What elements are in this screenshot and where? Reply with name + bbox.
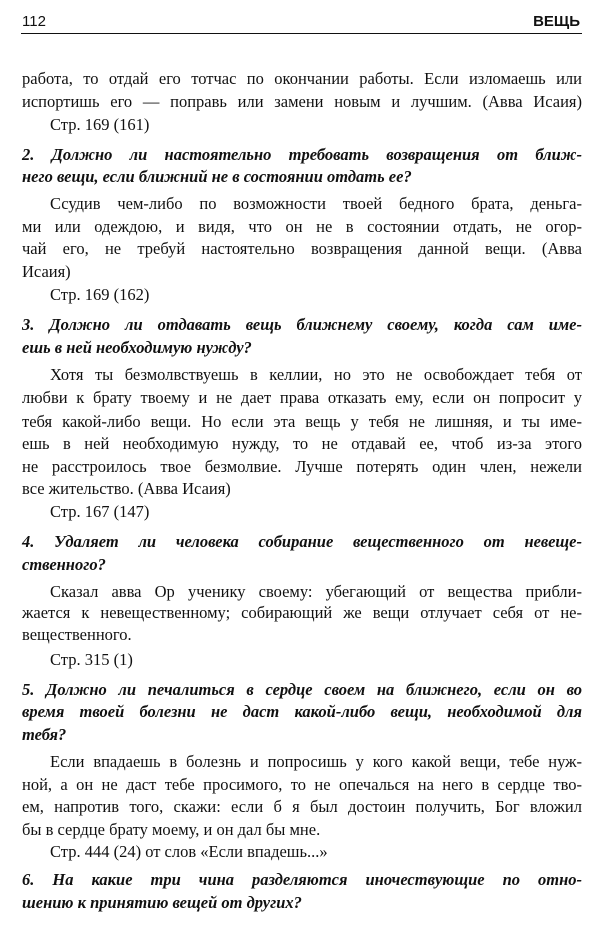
- question-heading-line: ственного?: [22, 555, 106, 574]
- paragraph-line: испортишь его — поправь или замени новым и лучшим. (Авва Исаия): [22, 92, 582, 111]
- paragraph-line: тебя какой-либо вещи. Но если эта вещь у тебя не лишняя, и ты име-: [22, 412, 582, 431]
- paragraph-line: вещественного.: [22, 625, 132, 644]
- paragraph-line: ем, напротив того, скажи: если б я был достоин получить, Бог вложил: [22, 797, 582, 816]
- page-number: 112: [22, 13, 46, 30]
- paragraph-line: не расстроилось твое безмолвие. Лучше потерять один член, нежели: [22, 457, 582, 476]
- paragraph-line: Хотя ты безмолвствуешь в келлии, но это не освобождает тебя от: [50, 365, 582, 384]
- question-heading-line: шению к принятию вещей от других?: [22, 893, 302, 912]
- paragraph-line: ной, а он не даст тебе просимого, то не опечалься на него в сердце тво-: [22, 775, 582, 794]
- paragraph-line: любви к брату твоему и не дает права отказать ему, если он попросит у: [22, 388, 582, 407]
- paragraph-line: жается к невещественному; собирающий же вещи отлучает себя от не-: [22, 603, 582, 622]
- paragraph-line: бы в сердце брату моему, и он дал бы мне.: [22, 820, 321, 839]
- paragraph-line: чай его, не требуй настоятельно возвращения данной вещи. (Авва: [22, 239, 582, 258]
- source-reference: Стр. 169 (162): [50, 285, 150, 304]
- paragraph-line: ми или одеждою, и видя, что он не в состоянии отдать, не огор-: [22, 217, 582, 236]
- header-rule: [21, 33, 582, 34]
- question-heading-line: ешь в ней необходимую нужду?: [22, 338, 252, 357]
- question-heading-line: него вещи, если ближний не в состоянии отдать ее?: [22, 167, 412, 186]
- paragraph-line: Исаия): [22, 262, 71, 281]
- running-title: ВЕЩЬ: [533, 13, 580, 30]
- paragraph-line: все жительство. (Авва Исаия): [22, 479, 231, 498]
- source-reference: Стр. 167 (147): [50, 502, 150, 521]
- question-heading-line: 5. Должно ли печалиться в сердце своем на ближнего, если он во: [22, 680, 582, 699]
- question-heading-line: время твоей болезни не даст какой-либо вещи, необходимой для: [22, 702, 582, 721]
- paragraph-line: работа, то отдай его тотчас по окончании работы. Если изломаешь или: [22, 69, 582, 88]
- question-heading-line: 3. Должно ли отдавать вещь ближнему своему, когда сам име-: [22, 315, 582, 334]
- paragraph-line: ешь в ней необходимую нужду, то не отдавай ее, чтоб из-за этого: [22, 434, 582, 453]
- source-reference: Стр. 315 (1): [50, 650, 133, 669]
- source-reference: Стр. 169 (161): [50, 115, 150, 134]
- question-heading-line: тебя?: [22, 725, 67, 744]
- paragraph-line: Ссудив чем-либо по возможности твоей бедного брата, деньга-: [50, 194, 582, 213]
- question-heading-line: 2. Должно ли настоятельно требовать возвращения от ближ-: [22, 145, 582, 164]
- paragraph-line: Если впадаешь в болезнь и попросишь у кого какой вещи, тебе нуж-: [50, 752, 582, 771]
- paragraph-line: Сказал авва Ор ученику своему: убегающий от вещества прибли-: [50, 582, 582, 601]
- source-reference: Стр. 444 (24) от слов «Если впадешь...»: [50, 842, 328, 861]
- question-heading-line: 4. Удаляет ли человека собирание вещественного от невеще-: [22, 532, 582, 551]
- question-heading-line: 6. На какие три чина разделяются иночествующие по отно-: [22, 870, 582, 889]
